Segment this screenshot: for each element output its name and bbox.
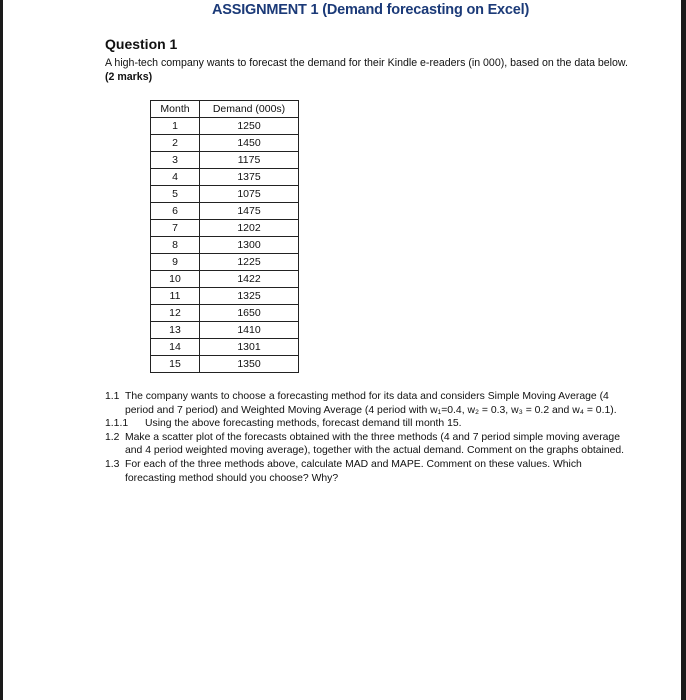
table-row xyxy=(151,339,299,356)
demand-cell: 1175 xyxy=(200,152,299,169)
task-number: 1.1 xyxy=(105,391,120,402)
marks-label: (2 marks) xyxy=(105,71,153,83)
demand-cell: 1250 xyxy=(200,118,299,135)
table-row xyxy=(151,118,299,135)
month-cell: 7 xyxy=(151,220,200,237)
table-row xyxy=(151,305,299,322)
demand-cell: 1422 xyxy=(200,271,299,288)
table-row xyxy=(151,186,299,203)
demand-cell: 1075 xyxy=(200,186,299,203)
month-cell: 9 xyxy=(151,254,200,271)
demand-table xyxy=(150,100,299,373)
table-header-row xyxy=(151,101,299,118)
month-cell: 10 xyxy=(151,271,200,288)
month-cell: 6 xyxy=(151,203,200,220)
task-text: Make a scatter plot of the forecasts obtained with the three methods (4 and 7 period simple moving average and 4 period weighted moving average), together with the actual demand. Comment on the graphs obtained. xyxy=(125,431,625,457)
month-cell: 13 xyxy=(151,322,200,339)
demand-cell: 1410 xyxy=(200,322,299,339)
month-cell: 8 xyxy=(151,237,200,254)
month-cell: 3 xyxy=(151,152,200,169)
intro-text: A high-tech company wants to forecast the demand for their Kindle e-readers (in 000), based on the data below. xyxy=(105,57,628,69)
task-text: The company wants to choose a forecasting method for its data and considers Simple Moving Average (4 period and 7 period) and Weighted Moving Average (4 period with w₁=0.4, w₂ = 0.3, w₃ = 0.2 and w₄ = 0.1). xyxy=(125,391,617,416)
assignment-title: ASSIGNMENT 1 (Demand forecasting on Excel) xyxy=(212,2,530,18)
right-border xyxy=(681,0,686,700)
table-row xyxy=(151,203,299,220)
table-row xyxy=(151,288,299,305)
demand-cell: 1650 xyxy=(200,305,299,322)
month-cell: 2 xyxy=(151,135,200,152)
table-row xyxy=(151,322,299,339)
table-row xyxy=(151,169,299,186)
demand-cell: 1475 xyxy=(200,203,299,220)
month-cell: 1 xyxy=(151,118,200,135)
demand-cell: 1375 xyxy=(200,169,299,186)
demand-cell: 1450 xyxy=(200,135,299,152)
demand-cell: 1301 xyxy=(200,339,299,356)
demand-cell: 1350 xyxy=(200,356,299,373)
month-cell: 11 xyxy=(151,288,200,305)
month-cell: 15 xyxy=(151,356,200,373)
table-row xyxy=(151,356,299,373)
task-list xyxy=(105,390,635,485)
table-row xyxy=(151,135,299,152)
task-item xyxy=(105,431,635,458)
task-item xyxy=(105,458,635,485)
table-row xyxy=(151,220,299,237)
table-row xyxy=(151,254,299,271)
demand-cell: 1202 xyxy=(200,220,299,237)
task-text: For each of the three methods above, calculate MAD and MAPE. Comment on these values. Which forecasting method should you choose? Why? xyxy=(125,458,582,484)
task-item xyxy=(105,417,635,431)
demand-cell: 1325 xyxy=(200,288,299,305)
demand-cell: 1225 xyxy=(200,254,299,271)
question-heading: Question 1 xyxy=(105,36,178,52)
month-cell: 5 xyxy=(151,186,200,203)
month-header: Month xyxy=(151,101,200,118)
month-cell: 14 xyxy=(151,339,200,356)
task-number: 1.2 xyxy=(105,431,120,443)
question-intro xyxy=(105,56,635,84)
task-item xyxy=(105,390,635,417)
demand-cell: 1300 xyxy=(200,237,299,254)
task-number: 1.3 xyxy=(105,458,120,470)
demand-header: Demand (000s) xyxy=(200,101,299,118)
table-row xyxy=(151,237,299,254)
month-cell: 4 xyxy=(151,169,200,186)
table-row xyxy=(151,152,299,169)
month-cell: 12 xyxy=(151,305,200,322)
left-border xyxy=(0,0,3,700)
table-row xyxy=(151,271,299,288)
task-text: Using the above forecasting methods, forecast demand till month 15. xyxy=(145,418,462,430)
task-number: 1.1.1 xyxy=(105,418,129,430)
